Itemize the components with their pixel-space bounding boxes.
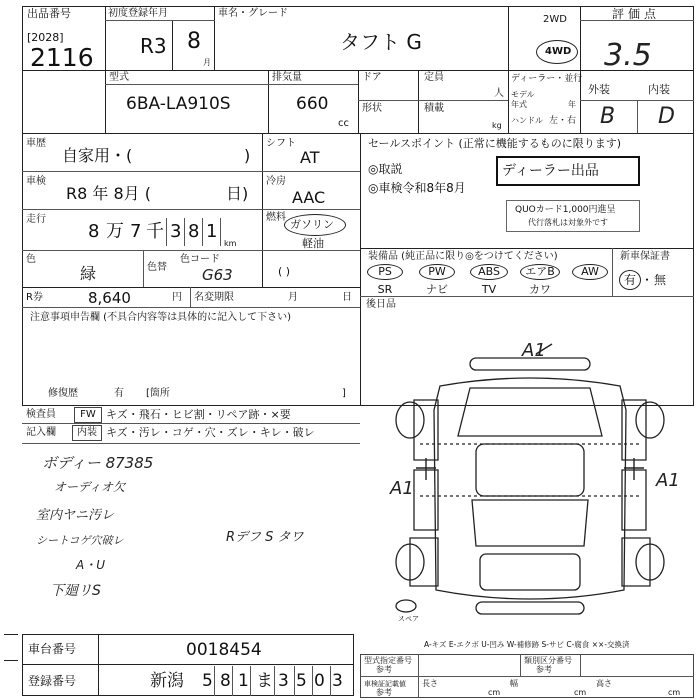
mileage-digit: 8	[88, 221, 100, 242]
divider	[214, 6, 215, 70]
divider	[360, 248, 694, 249]
reg-char: 5	[202, 671, 213, 691]
score-label: 評価点	[612, 7, 661, 21]
reg-char: ま	[256, 671, 273, 691]
name-change-month: 月	[288, 292, 298, 303]
interior-items: キズ・汚レ・コゲ・穴・ズレ・キレ・破レ	[106, 426, 315, 439]
warranty-no: 無	[653, 273, 666, 287]
equip-airbag: エアB	[525, 265, 555, 278]
score-value: 3.5	[604, 38, 652, 73]
height-label: 高さ	[596, 679, 612, 688]
equip-abs: ABS	[478, 265, 500, 278]
divider	[580, 654, 581, 676]
mileage-digit: 3	[170, 221, 182, 242]
type-value: 6BA-LA910S	[126, 94, 231, 114]
fuel-diesel: 軽油	[302, 237, 324, 250]
lot-number: 2116	[30, 43, 94, 72]
divider	[190, 287, 191, 307]
char-sep	[330, 666, 331, 696]
digit-sep	[166, 218, 167, 246]
reg-char: 3	[332, 671, 343, 691]
repair-place-close: ]	[342, 388, 346, 399]
damage-mark-right: A1	[656, 470, 680, 491]
lot-sub: [2028]	[27, 31, 64, 44]
divider	[143, 250, 144, 287]
equipment-title: 装備品 (純正品に限り◎をつけてください)	[368, 251, 558, 262]
reg-char: 1	[238, 671, 249, 691]
warranty-label: 新車保証書	[620, 251, 670, 262]
notes-label: 注意事項申告欄 (不具合内容等は具体的に記入して下さい)	[30, 312, 291, 323]
damage-legend: A-キズ E-エクボ U-凹み W-補修跡 S-サビ C-腐食 ××-交換済	[424, 640, 630, 649]
divider	[418, 70, 419, 133]
name-change-day: 日	[342, 292, 352, 303]
handwritten-note: シートコゲ穴破レ	[36, 534, 124, 547]
mileage-label: 走行	[26, 214, 46, 225]
vehicle-use-close: )	[244, 146, 251, 165]
damage-mark-left: A1	[390, 478, 414, 499]
warranty-sep: ・	[640, 273, 653, 287]
char-sep	[250, 666, 251, 696]
repair-history-value: 有	[114, 388, 124, 399]
char-sep	[294, 666, 295, 696]
displacement-unit: cc	[338, 118, 349, 129]
model-year-label: モデル	[511, 90, 535, 99]
chassis-number-label: 車台番号	[28, 642, 77, 656]
handwritten-note: オーディオ欠	[54, 480, 126, 494]
recycle-label: R券	[26, 292, 43, 303]
mileage-digit: 万	[106, 221, 124, 242]
repair-history-label: 修復歴	[48, 388, 78, 399]
door-label: ドア	[362, 72, 382, 83]
tint-label: 色替	[147, 262, 167, 273]
equip-pw: PW	[428, 265, 446, 278]
reg-char: 0	[314, 671, 325, 691]
divider	[22, 423, 360, 424]
divider	[637, 100, 638, 133]
handwritten-note: 下廻リS	[50, 583, 101, 599]
handwritten-note: ボディー 87385	[42, 454, 154, 472]
dealer-label: ディーラー・並行	[511, 74, 583, 84]
recycle-unit: 円	[172, 292, 182, 303]
ac-label: 冷房	[266, 176, 286, 187]
divider	[105, 6, 106, 133]
mileage-unit: km	[224, 239, 237, 248]
margin-tick	[4, 660, 18, 661]
color-label: 色	[26, 254, 36, 265]
fuel-gas: ガソリン	[290, 218, 334, 231]
divider	[508, 6, 509, 133]
divider	[22, 443, 360, 444]
equip-aw: AW	[581, 265, 599, 278]
shift-value: AT	[300, 148, 320, 167]
divider	[612, 248, 613, 296]
equip-navi: ナビ	[426, 283, 448, 296]
capacity-label: 定員	[424, 72, 444, 83]
drive-4wd: 4WD	[545, 46, 572, 57]
load-label: 積載	[424, 103, 444, 114]
inspector-label: 検査員	[26, 409, 56, 420]
divider	[105, 84, 358, 85]
length-label: 長さ	[422, 679, 438, 688]
quo-card-line2: 代行落札は対象外です	[528, 218, 608, 227]
char-sep	[214, 666, 215, 696]
model-designation-label: 型式指定番号	[364, 656, 412, 665]
color-code-label: 色コード	[180, 254, 220, 265]
equip-leather: カワ	[529, 283, 551, 296]
handle-value: 左・右	[549, 116, 577, 126]
mileage-digit: 1	[206, 221, 218, 242]
shape-label: 形状	[362, 103, 382, 114]
divider	[172, 20, 173, 70]
reg-char: 3	[278, 671, 289, 691]
name-change-label: 名変期限	[194, 292, 234, 303]
mileage-digit: 千	[146, 221, 164, 242]
divider	[520, 654, 521, 676]
shaken-value: R8 年 8月 (	[66, 184, 151, 203]
damage-mark-top: A1	[522, 340, 546, 361]
width-unit: cm	[574, 688, 587, 697]
inspector-entry-label: 記入欄	[26, 427, 56, 438]
type-label: 型式	[109, 72, 129, 83]
mileage-digit: 8	[188, 221, 200, 242]
equip-ps: PS	[378, 265, 392, 278]
handle-label: ハンドル	[511, 116, 543, 125]
handwritten-note: Rデフ S タワ	[226, 530, 304, 545]
shift-label: シフト	[266, 138, 296, 149]
divider	[22, 250, 360, 251]
sales-point-shaken: ◎車検令和8年8月	[368, 181, 466, 195]
margin-tick	[4, 634, 18, 635]
color-code-paren: ( )	[278, 265, 291, 278]
divider	[360, 676, 694, 677]
model-grade-label: 車名・グレード	[218, 8, 288, 19]
vehicle-use-value: 自家用・(	[62, 146, 133, 165]
divider	[22, 287, 360, 288]
divider	[358, 70, 359, 133]
drive-2wd: 2WD	[543, 14, 567, 25]
later-items-label: 後日品	[366, 299, 396, 310]
char-sep	[232, 666, 233, 696]
height-unit: cm	[668, 688, 681, 697]
char-sep	[312, 666, 313, 696]
exterior-grade: B	[600, 104, 616, 129]
first-registration-era: R3	[140, 34, 167, 58]
first-registration-month: 8	[187, 29, 201, 54]
divider	[262, 133, 263, 287]
equip-tv: TV	[481, 283, 497, 296]
divider	[358, 100, 508, 101]
vehicle-use-label: 車歴	[26, 138, 46, 149]
warranty-yes: 有	[623, 273, 636, 287]
car-damage-diagram	[380, 340, 680, 630]
digit-sep	[184, 218, 185, 246]
registration-label: 登録番号	[28, 674, 77, 688]
width-label: 幅	[510, 679, 518, 688]
interior-tag-text: 内装	[77, 427, 97, 438]
displacement-value: 660	[296, 94, 329, 114]
category-label: 類別区分番号	[524, 656, 572, 665]
first-registration-label: 初度登録年月	[108, 8, 168, 19]
divider	[22, 209, 360, 210]
fw-items: キズ・飛石・ヒビ割・リペア跡・×要	[106, 408, 291, 421]
interior-label: 内装	[648, 83, 670, 96]
load-unit: kg	[492, 121, 502, 130]
divider	[22, 664, 354, 665]
displacement-label: 排気量	[272, 72, 302, 83]
char-sep	[274, 666, 275, 696]
lot-number-label: 出品番号	[27, 7, 71, 20]
color-code-value: G63	[202, 266, 233, 284]
recycle-value: 8,640	[88, 289, 131, 307]
divider	[580, 6, 581, 133]
handwritten-note: 室内ヤニ汚レ	[36, 508, 115, 523]
registration-region: 新潟	[150, 671, 184, 691]
divider	[418, 654, 419, 698]
divider	[268, 70, 269, 133]
color-value: 緑	[80, 264, 97, 283]
handwritten-note: A・U	[76, 558, 105, 572]
shaken-day: 日)	[226, 184, 249, 203]
divider	[105, 20, 215, 21]
reg-char: 8	[220, 671, 231, 691]
fw-tag-text: FW	[80, 409, 96, 420]
repair-place: [箇所	[146, 388, 170, 399]
fuel-label: 燃料	[266, 212, 286, 223]
dimension-ref: 参考	[376, 688, 392, 697]
dimension-label: 車検証記載値	[364, 680, 406, 688]
digit-sep	[220, 218, 221, 246]
month-unit: 月	[203, 58, 211, 67]
category-ref: 参考	[536, 665, 552, 674]
digit-sep	[202, 218, 203, 246]
divider	[360, 133, 361, 406]
reg-char: 5	[296, 671, 307, 691]
capacity-unit: 人	[494, 88, 504, 99]
mileage-digit: 7	[130, 221, 142, 242]
model-name: タフト G	[340, 30, 422, 54]
spare-label: スペア	[398, 615, 419, 623]
sales-point-manual: ◎取説	[368, 162, 403, 176]
divider	[98, 634, 99, 696]
interior-grade: D	[658, 104, 675, 129]
quo-card-line1: QUOカード1,000円進呈	[515, 205, 616, 215]
equip-sr: SR	[377, 283, 393, 296]
sales-points-title: セールスポイント (正常に機能するものに限ります)	[368, 137, 622, 150]
divider	[22, 133, 694, 134]
year-unit: 年	[568, 100, 576, 109]
model-year-label-2: 年式	[511, 100, 527, 109]
length-unit: cm	[488, 688, 501, 697]
dealer-stamp-text: ディーラー出品	[502, 163, 599, 179]
shaken-label: 車検	[26, 176, 46, 187]
divider	[22, 307, 360, 308]
model-designation-ref: 参考	[376, 665, 392, 674]
ac-value: AAC	[292, 188, 326, 207]
divider	[22, 171, 360, 172]
chassis-number: 0018454	[186, 640, 262, 660]
exterior-label: 外装	[588, 83, 610, 96]
